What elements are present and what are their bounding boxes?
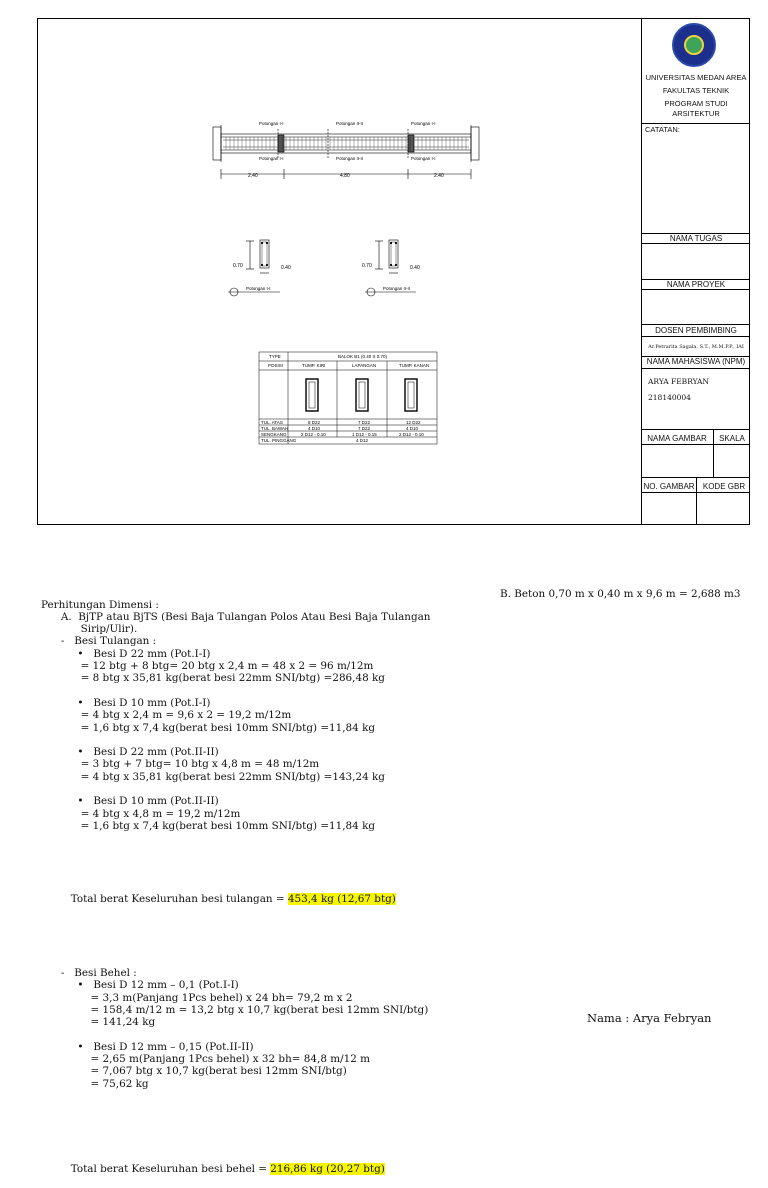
calc-line: • Besi D 12 mm – 0,1 (Pot.I-I)	[41, 979, 239, 992]
table-posisi-label: POSISI	[268, 363, 284, 368]
calc-line	[41, 783, 511, 795]
calc-line: = 3,3 m(Panjang 1Pcs behel) x 24 bh= 79,2 m x 2	[41, 991, 353, 1004]
cell-1-3: 12 D22	[406, 420, 421, 425]
calc-line: = 75,62 kg	[41, 1077, 149, 1090]
mahasiswa-label: NAMA MAHASISWA (NPM)	[642, 356, 750, 368]
kode-gbr-label: KODE GBR	[702, 482, 746, 491]
calc-line: Sirip/Ulir).	[41, 623, 138, 636]
title-block	[641, 19, 750, 524]
calc-line	[41, 685, 511, 697]
university-name: UNIVERSITAS MEDAN AREA	[645, 73, 747, 82]
no-gambar-divider	[696, 478, 697, 525]
table-col-2: LAPANGAN	[352, 363, 377, 368]
no-gambar-box	[642, 477, 750, 524]
calc-line: = 8 btg x 35,81 kg(berat besi 22mm SNI/btg) =286,48 kg	[41, 672, 385, 685]
cut-label-bottom-2: Potongan II-II	[336, 156, 364, 161]
calc-line: - Besi Tulangan :	[41, 635, 157, 648]
nama-gambar-rule	[642, 444, 750, 445]
cut-label-top-1: Potongan I-I	[259, 121, 284, 126]
section-i	[246, 240, 269, 273]
total-tulangan-value: 453,4 kg (12,67 btg)	[287, 893, 396, 906]
nama-tugas-label: NAMA TUGAS	[642, 233, 750, 243]
dim-mid-label: 4.80	[340, 173, 350, 179]
nama-gambar-divider	[713, 430, 714, 477]
calc-line: • Besi D 12 mm – 0,15 (Pot.II-II)	[41, 1040, 254, 1053]
calc-line: = 1,6 btg x 7,4 kg(berat besi 10mm SNI/btg) =11,84 kg	[41, 721, 376, 734]
calc-line: A. BjTP atau BjTS (Besi Baja Tulangan Polos Atau Besi Baja Tulangan	[41, 610, 431, 623]
skala-label: SKALA	[719, 434, 745, 443]
calc-line: Perhitungan Dimensi :	[41, 598, 159, 611]
section-ii-width: 0.40	[410, 265, 420, 271]
nama-tugas-box	[642, 243, 750, 279]
university-logo-icon	[672, 23, 716, 67]
row-label-3: SENGKANG	[261, 432, 287, 437]
no-gambar-rule	[642, 492, 750, 493]
total-tulangan-prefix: Total berat Keseluruhan besi tulangan =	[41, 893, 288, 906]
calculation-text	[41, 574, 511, 1188]
table-type-label: TYPE	[269, 354, 281, 359]
calc-spacer-3	[41, 1114, 511, 1138]
cell-4-1: 4 D12	[356, 438, 369, 443]
section-ii	[375, 240, 398, 273]
total-behel	[41, 1163, 511, 1175]
calc-line: = 158,4 m/12 m = 13,2 btg x 10,7 kg(berat besi 12mm SNI/btg)	[41, 1003, 429, 1016]
calc-block-1	[41, 599, 511, 833]
cell-2-1: 4 D10	[308, 426, 321, 431]
calc-spacer-2	[41, 930, 511, 942]
dosen-name: Ar.Petrarita Sagala, S.T., M.M.P.P., IAI	[648, 344, 744, 350]
calc-line: - Besi Behel :	[41, 966, 137, 979]
calc-spacer	[41, 857, 511, 869]
cell-3-3: 2 D12 - 0.10	[399, 432, 424, 437]
section-i-title: Potongan I-I	[246, 286, 271, 291]
cell-3-1: 2 D12 - 0.10	[301, 432, 326, 437]
program-name: PROGRAM STUDI	[664, 99, 728, 108]
mahasiswa-box	[642, 368, 750, 429]
calc-line: = 4 btg x 4,8 m = 19,2 m/12m	[41, 807, 241, 820]
table-beam-label: BALOK B1 (0.40 X 0.70)	[338, 354, 388, 359]
calc-block-2	[41, 967, 511, 1090]
stirrup-ticks	[226, 137, 466, 150]
beton-calculation: B. Beton 0,70 m x 0,40 m x 9,6 m = 2,688 m3	[500, 588, 741, 600]
table-col-1: TUMP. KIRI	[302, 363, 326, 368]
nama-gambar-box	[642, 429, 750, 477]
calc-line: = 2,65 m(Panjang 1Pcs behel) x 32 bh= 84,8 m/12 m	[41, 1052, 370, 1065]
cut-label-bottom-3: Potongan I-I	[411, 156, 436, 161]
faculty-name: FAKULTAS TEKNIK	[662, 86, 730, 95]
cell-3-2: 1 D12 - 0.15	[352, 432, 377, 437]
row-label-1: TUL. ATAS	[261, 420, 283, 425]
section-i-height: 0.70	[233, 263, 243, 269]
calc-line: • Besi D 22 mm (Pot.I-I)	[41, 647, 211, 660]
dosen-label: DOSEN PEMBIMBING	[642, 324, 750, 336]
row-label-4: TUL. PINGGANG	[261, 438, 297, 443]
row-label-2: TUL. BAWAH	[261, 426, 289, 431]
calc-line: • Besi D 10 mm (Pot.II-II)	[41, 795, 219, 808]
dim-left-label: 2.40	[248, 173, 258, 179]
cut-label-bottom-1: Potongan I-I	[259, 156, 284, 161]
dim-right-label: 2.40	[434, 173, 444, 179]
section-ii-title: Potongan II-II	[383, 286, 411, 291]
catatan-box	[642, 123, 750, 233]
cell-1-1: 8 D22	[308, 420, 321, 425]
beam-drawing	[38, 19, 641, 524]
calc-line: = 1,6 btg x 7,4 kg(berat besi 10mm SNI/btg) =11,84 kg	[41, 819, 376, 832]
cut-label-top-3: Potongan I-I	[411, 121, 436, 126]
calc-line: • Besi D 22 mm (Pot.II-II)	[41, 746, 219, 759]
cell-2-2: 7 D22	[358, 426, 371, 431]
calc-line	[41, 734, 511, 746]
nama-proyek-box	[642, 289, 750, 324]
dosen-box	[642, 336, 750, 356]
beam-elevation	[213, 125, 479, 179]
drawing-sheet	[37, 18, 750, 525]
calc-line: = 4 btg x 35,81 kg(berat besi 22mm SNI/btg) =143,24 kg	[41, 770, 385, 783]
calc-line	[41, 1028, 511, 1040]
section-i-width: 0.40	[281, 265, 291, 271]
section-ii-height: 0.70	[362, 263, 372, 269]
student-name: Nama : Arya Febryan	[587, 1011, 712, 1025]
cell-1-2: 7 D22	[358, 420, 371, 425]
cut-label-top-2: Potongan II-II	[336, 121, 364, 126]
calc-line: • Besi D 10 mm (Pot.I-I)	[41, 696, 211, 709]
no-gambar-label: NO. GAMBAR	[643, 482, 695, 491]
catatan-label: CATATAN:	[645, 125, 680, 134]
total-behel-prefix: Total berat Keseluruhan besi behel =	[41, 1163, 271, 1176]
total-behel-value: 216,86 kg (20,27 btg)	[270, 1163, 385, 1176]
cell-2-3: 4 D10	[406, 426, 419, 431]
calc-line: = 4 btg x 2,4 m = 9,6 x 2 = 19,2 m/12m	[41, 709, 292, 722]
calc-line: = 12 btg + 8 btg= 20 btg x 2,4 m = 48 x 2 = 96 m/12m	[41, 660, 374, 673]
calc-line: = 141,24 kg	[41, 1016, 156, 1029]
calc-line: = 3 btg + 7 btg= 10 btg x 4,8 m = 48 m/12m	[41, 758, 320, 771]
university-info	[642, 71, 750, 118]
mahasiswa-name: ARYA FEBRYAN	[648, 377, 709, 386]
mahasiswa-npm: 218140004	[648, 393, 691, 402]
table-col-3: TUMP. KANAN	[399, 363, 430, 368]
calc-line: = 7,067 btg x 10,7 kg(berat besi 12mm SNI/btg)	[41, 1065, 347, 1078]
total-tulangan	[41, 893, 511, 905]
nama-gambar-label: NAMA GAMBAR	[647, 434, 707, 443]
nama-proyek-label: NAMA PROYEK	[642, 279, 750, 289]
department-name: ARSITEKTUR	[672, 109, 720, 118]
